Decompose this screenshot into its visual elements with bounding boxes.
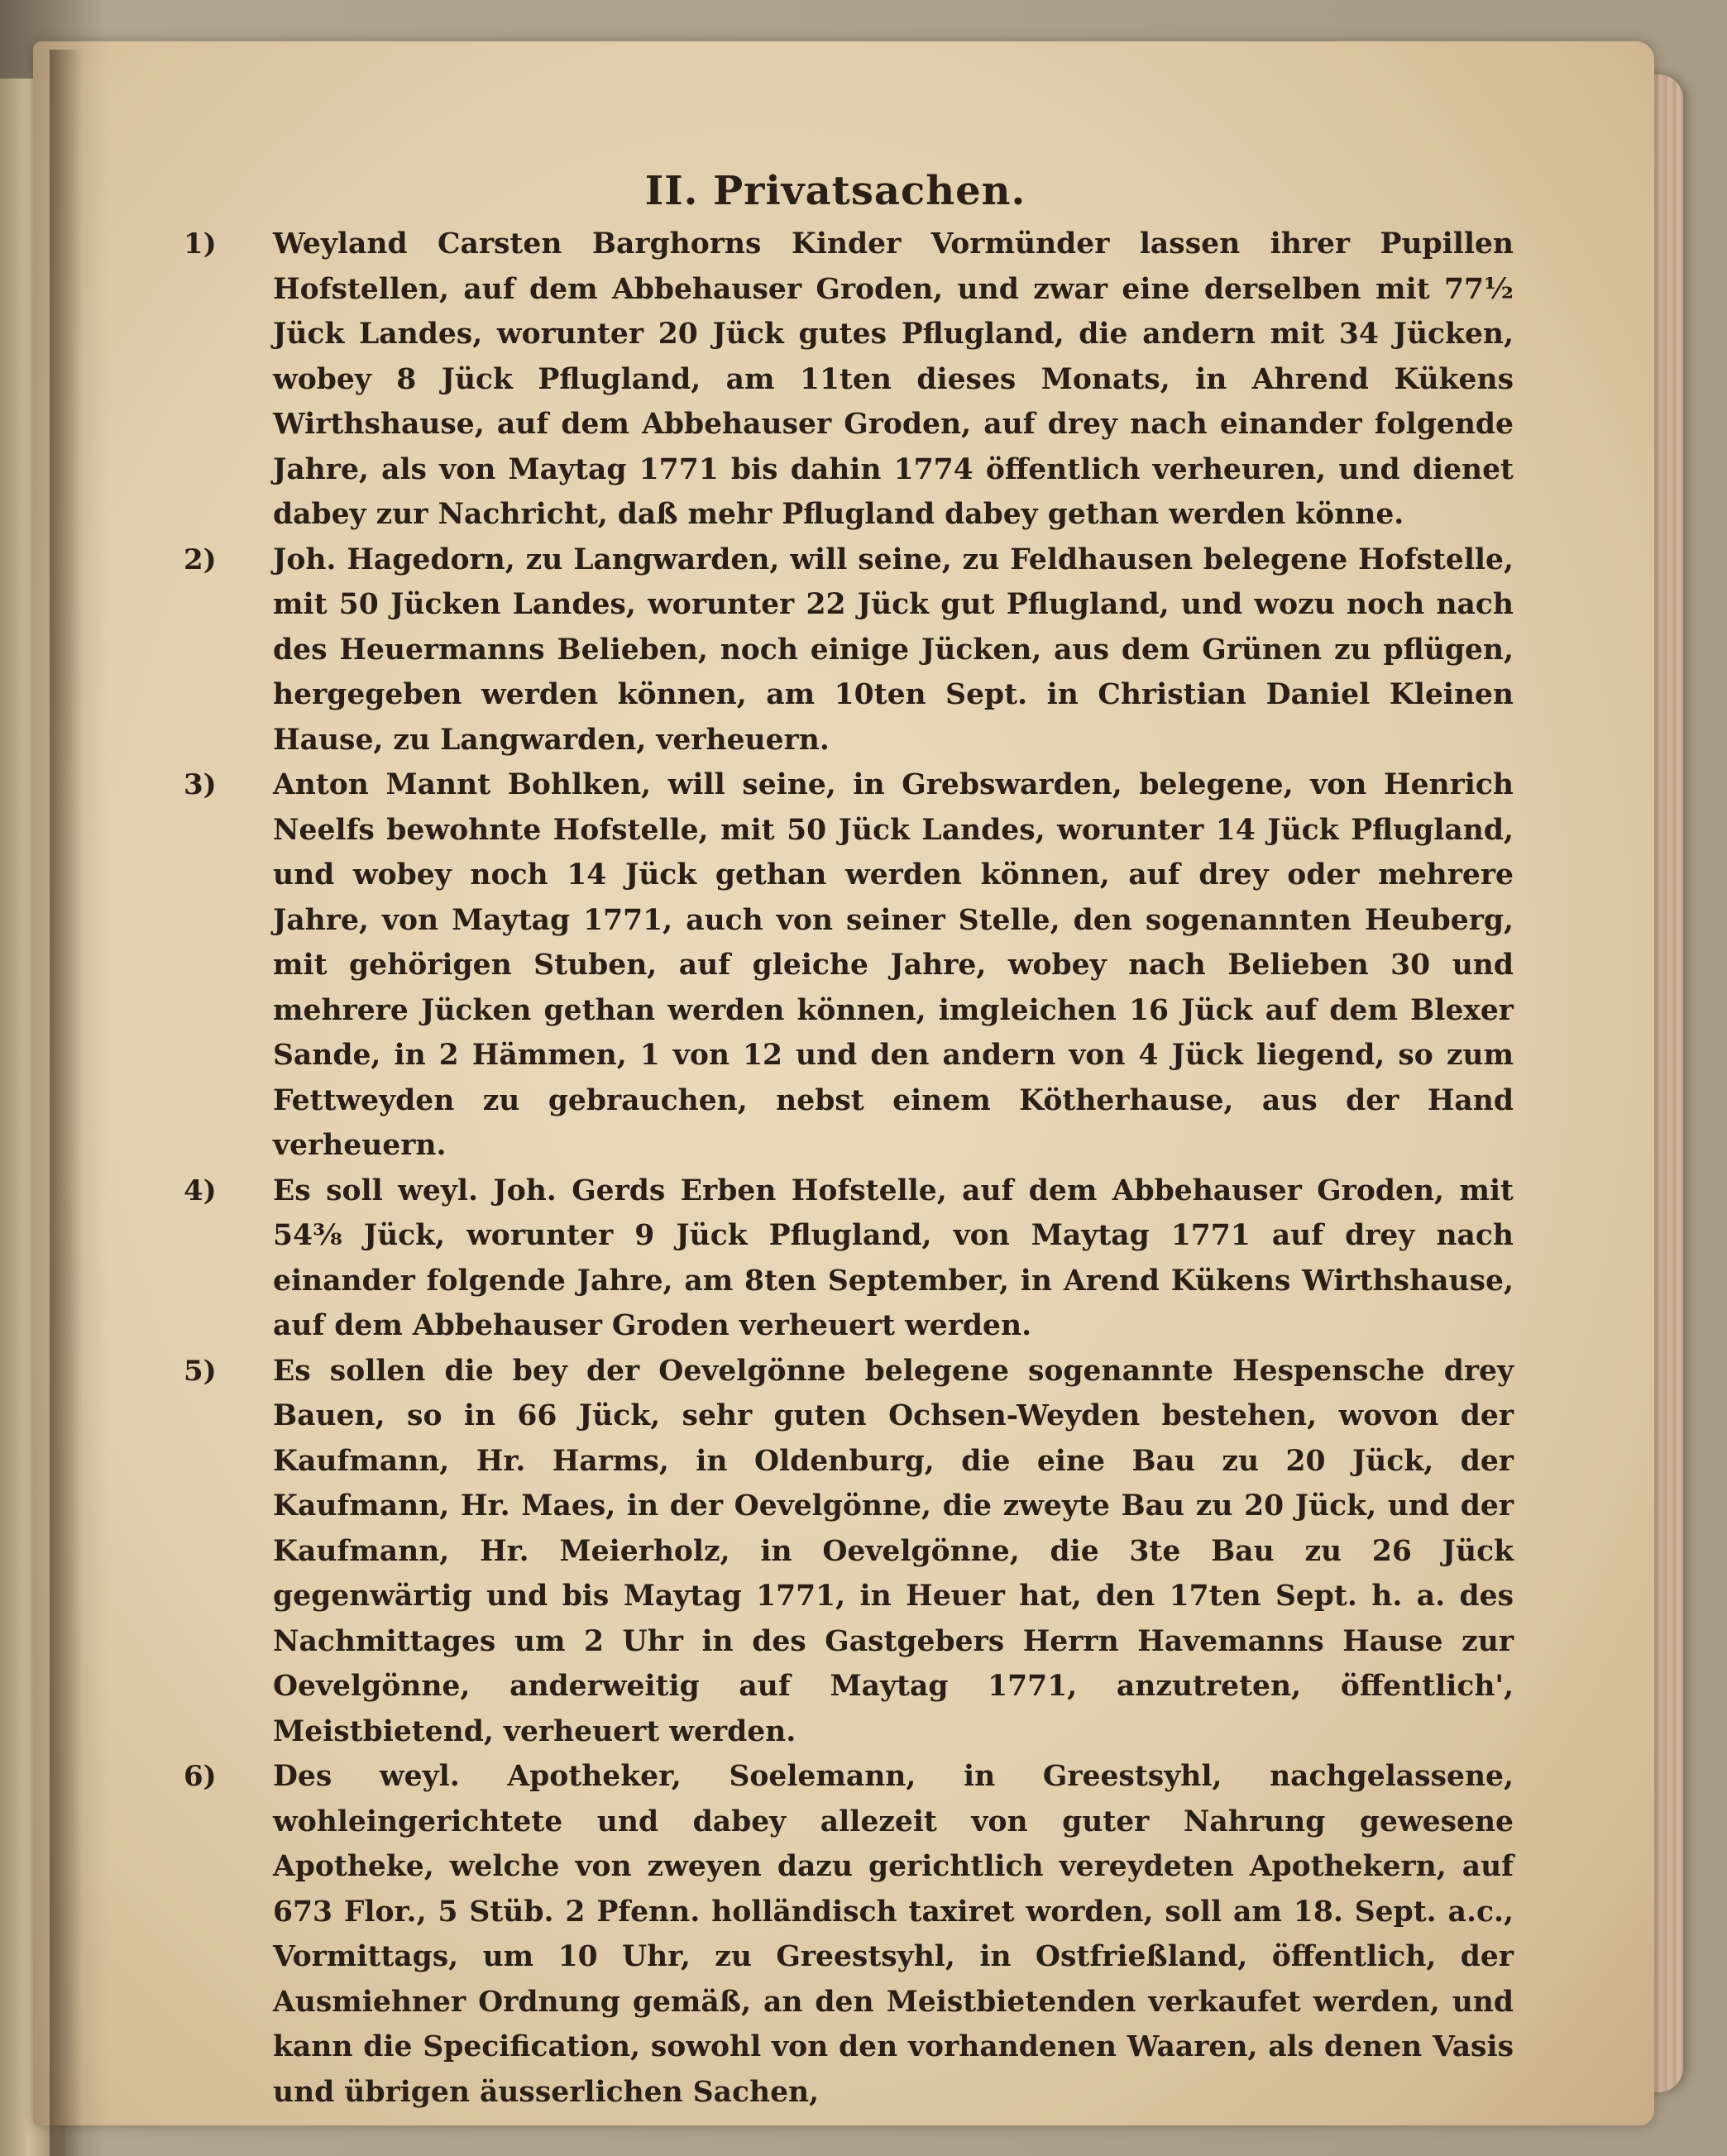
entry-2	[157, 538, 1514, 763]
section-title: II. Privatsachen.	[644, 168, 1026, 214]
entry-number: 4)	[184, 1174, 217, 1207]
entry-1	[157, 222, 1514, 538]
entry-6	[157, 1754, 1514, 2115]
entry-number: 2)	[184, 543, 217, 576]
entry-text: Anton Mannt Bohlken, will seine, in Grebswarden, belegene, von Henrich Neelfs bewohnte Hofstelle, mit 50 Jück Landes, worunter 14 Jück Pflugland, und wobey noch 14 Jück gethan werden können, auf drey oder mehrere Jahre, von Maytag 1771, auch von seiner Stelle, den sogenannten Heuberg, mit gehörigen Stuben, auf gleiche Jahre, wobey nach Belieben 30 und mehrere Jücken gethan werden können, imgleichen 16 Jück auf dem Blexer Sande, in 2 Hämmen, 1 von 12 und den andern von 4 Jück liegend, so zum Fettweyden zu gebrauchen, nebst einem Kötherhause, aus der Hand verheuern.	[273, 768, 1514, 1162]
entry-text: Es sollen die bey der Oevelgönne belegene sogenannte Hespensche drey Bauen, so in 66 Jück, sehr guten Ochsen-Weyden bestehen, wovon der Kaufmann, Hr. Harms, in Oldenburg, die eine Bau zu 20 Jück, der Kaufmann, Hr. Maes, in der Oevelgönne, die zweyte Bau zu 20 Jück, und der Kaufmann, Hr. Meierholz, in Oevelgönne, die 3te Bau zu 26 Jück gegenwärtig und bis Maytag 1771, in Heuer hat, den 17ten Sept. h. a. des Nachmittages um 2 Uhr in des Gastgebers Herrn Havemanns Hause zur Oevelgönne, anderweitig auf Maytag 1771, anzutreten, öffentlich', Meistbietend, verheuert werden.	[273, 1354, 1514, 1748]
entry-number: 3)	[184, 768, 217, 801]
entry-5	[157, 1349, 1514, 1755]
entry-number: 6)	[184, 1760, 217, 1793]
entry-4	[157, 1169, 1514, 1349]
book-gutter-shadow	[50, 50, 83, 2156]
entry-text: Es soll weyl. Joh. Gerds Erben Hofstelle, auf dem Abbehauser Groden, mit 54⅜ Jück, worunter 9 Jück Pflugland, von Maytag 1771 auf drey nach einander folgende Jahre, am 8ten September, in Arend Kükens Wirthshause, auf dem Abbehauser Groden verheuert werden.	[273, 1174, 1514, 1342]
entry-number: 1)	[184, 227, 217, 261]
entry-3	[157, 762, 1514, 1169]
entry-text: Joh. Hagedorn, zu Langwarden, will seine, zu Feldhausen belegene Hofstelle, mit 50 Jücken Landes, worunter 22 Jück gut Pflugland, und wozu noch nach des Heuermanns Belieben, noch einige Jücken, aus dem Grünen zu pflügen, hergegeben werden können, am 10ten Sept. in Christian Daniel Kleinen Hause, zu Langwarden, verheuern.	[273, 543, 1514, 757]
entry-text: Des weyl. Apotheker, Soelemann, in Greestsyhl, nachgelassene, wohleingerichtete und dabey allezeit von guter Nahrung gewesene Apotheke, welche von zweyen dazu gerichtlich vereydeten Apothekern, auf 673 Flor., 5 Stüb. 2 Pfenn. holländisch taxiret worden, soll am 18. Sept. a.c., Vormittags, um 10 Uhr, zu Greestsyhl, in Ostfrießland, öffentlich, der Ausmiehner Ordnung gemäß, an den Meistbietenden verkaufet werden, und kann die Specification, sowohl von den vorhandenen Waaren, als denen Vasis und übrigen äusserlichen Sachen,	[273, 1760, 1514, 2109]
text-block	[157, 165, 1514, 2109]
entry-text: Weyland Carsten Barghorns Kinder Vormünder lassen ihrer Pupillen Hofstellen, auf dem Abbehauser Groden, und zwar eine derselben mit 77½ Jück Landes, worunter 20 Jück gutes Pflugland, die andern mit 34 Jücken, wobey 8 Jück Pflugland, am 11ten dieses Monats, in Ahrend Kükens Wirthshause, auf dem Abbehauser Groden, auf drey nach einander folgende Jahre, als von Maytag 1771 bis dahin 1774 öffentlich verheuren, und dienet dabey zur Nachricht, daß mehr Pflugland dabey gethan werden könne.	[273, 227, 1514, 531]
right-page	[33, 41, 1654, 2125]
entry-number: 5)	[184, 1354, 217, 1388]
